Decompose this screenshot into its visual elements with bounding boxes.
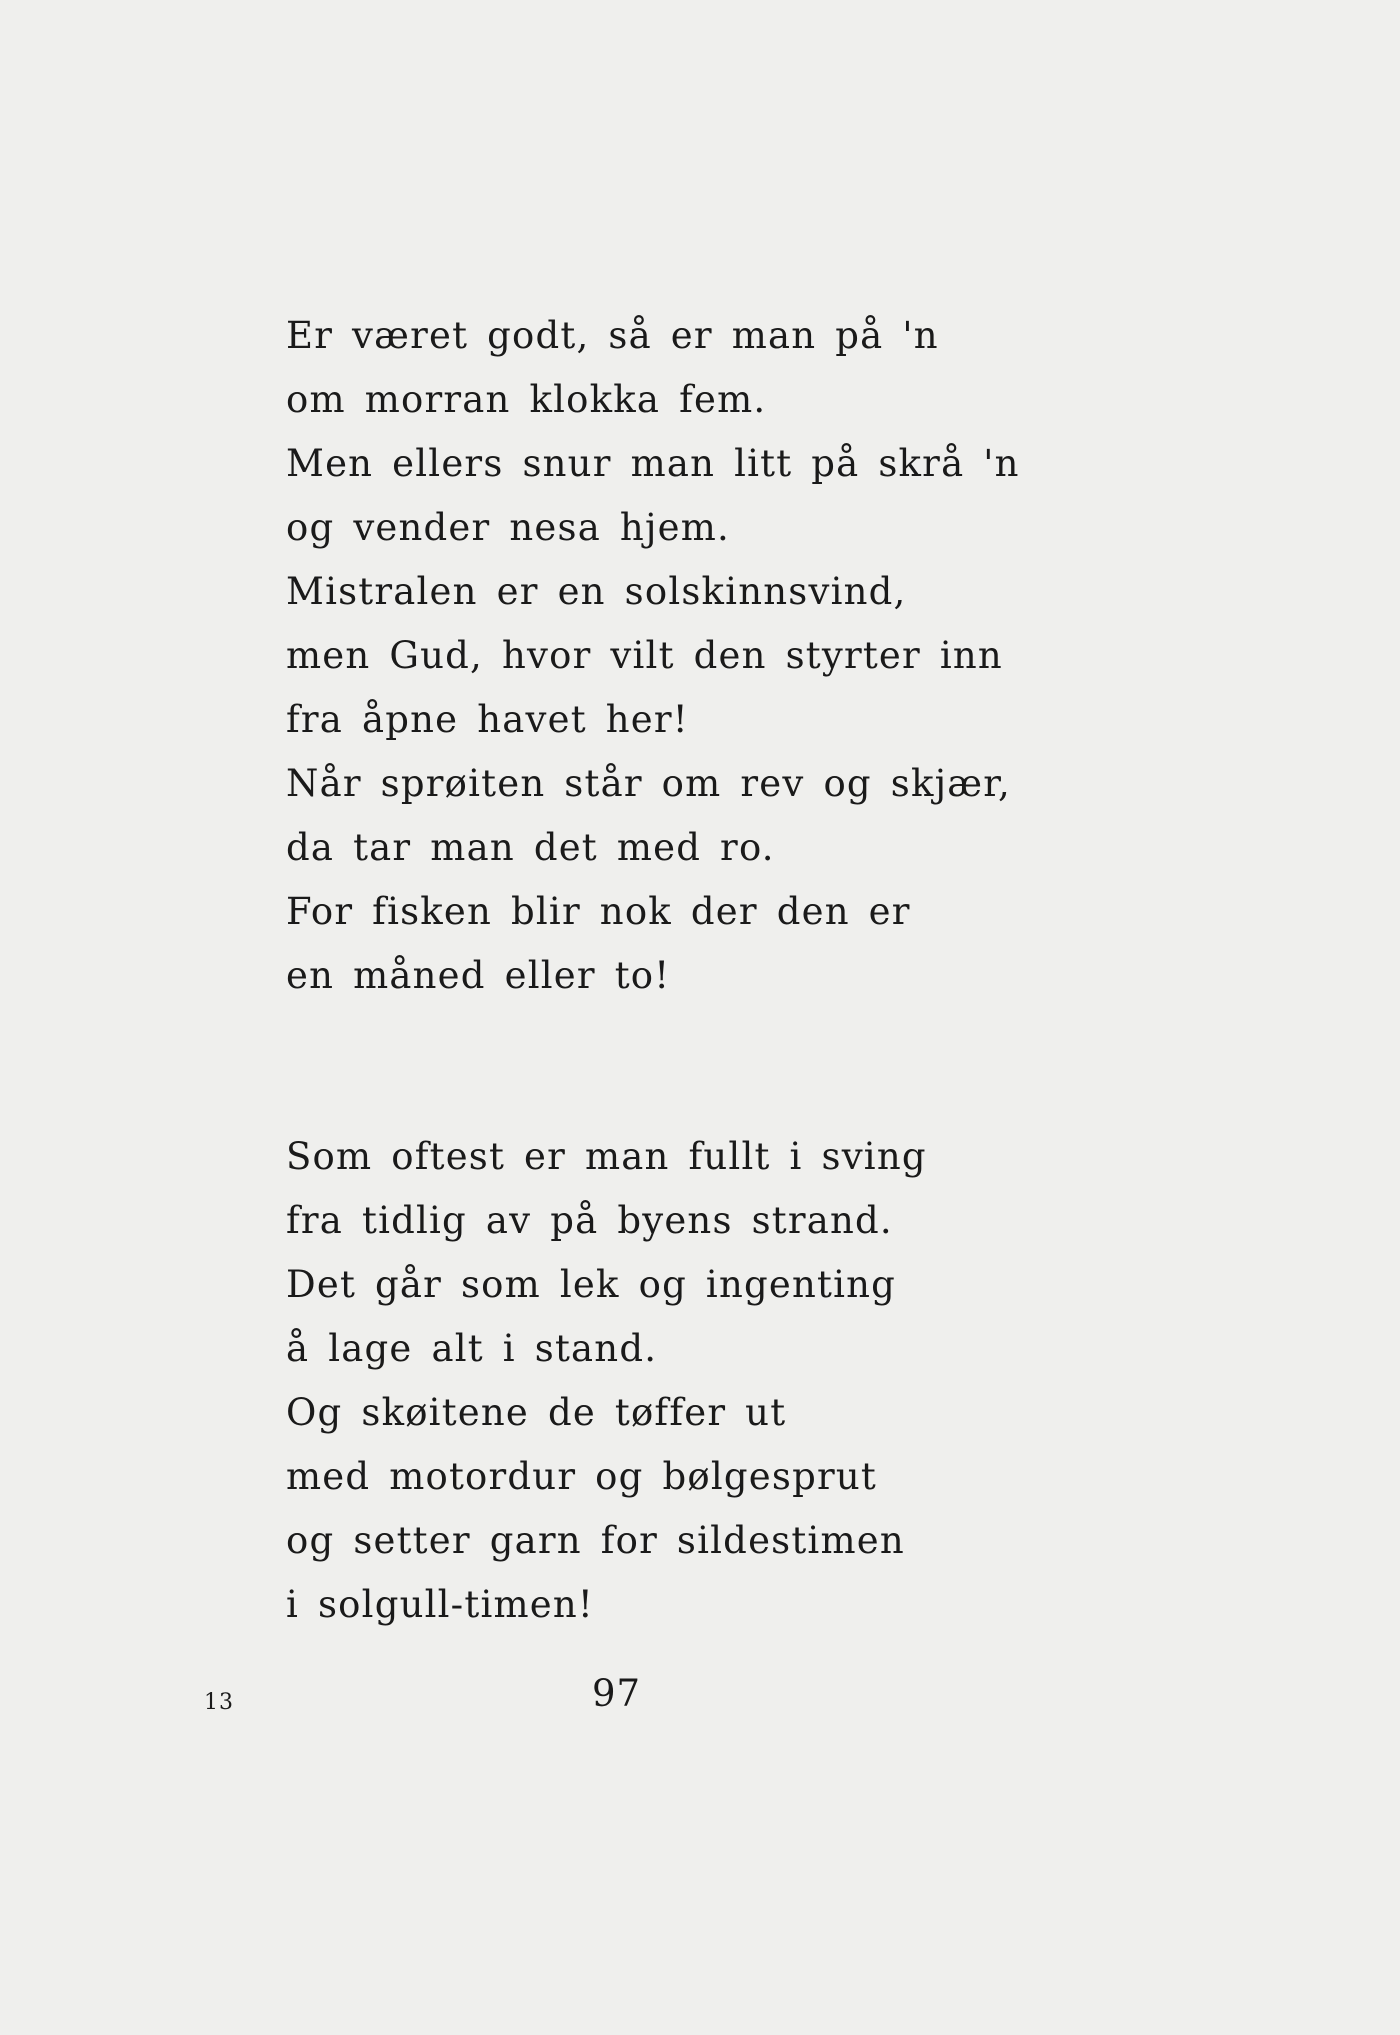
poem-line: fra tidlig av på byens strand.: [286, 1199, 893, 1242]
poem-line: og setter garn for sildestimen: [286, 1519, 905, 1562]
page-number: 97: [592, 1672, 642, 1715]
poem-stanza-2: [286, 1125, 927, 1637]
poem-line: Mistralen er en solskinnsvind,: [286, 570, 907, 613]
poem-line: da tar man det med ro.: [286, 826, 775, 869]
poem-line: Men ellers snur man litt på skrå 'n: [286, 442, 1020, 485]
printer-signature-mark: 13: [204, 1690, 234, 1715]
poem-line: og vender nesa hjem.: [286, 506, 730, 549]
poem-line: om morran klokka fem.: [286, 378, 767, 421]
poem-line: Det går som lek og ingenting: [286, 1263, 897, 1306]
poem-line: fra åpne havet her!: [286, 698, 689, 741]
poem-line: en måned eller to!: [286, 954, 671, 997]
poem-line: men Gud, hvor vilt den styrter inn: [286, 634, 1003, 677]
poem-line: i solgull-timen!: [286, 1583, 594, 1626]
poem-line: Og skøitene de tøffer ut: [286, 1391, 787, 1434]
poem-line: med motordur og bølgesprut: [286, 1455, 877, 1498]
poem-line: Er været godt, så er man på 'n: [286, 314, 939, 357]
poem-line: Som oftest er man fullt i sving: [286, 1135, 927, 1178]
poem-line: For fisken blir nok der den er: [286, 890, 911, 933]
poem-line: å lage alt i stand.: [286, 1327, 658, 1370]
poem-stanza-1: [286, 304, 1020, 1008]
poem-line: Når sprøiten står om rev og skjær,: [286, 762, 1012, 805]
